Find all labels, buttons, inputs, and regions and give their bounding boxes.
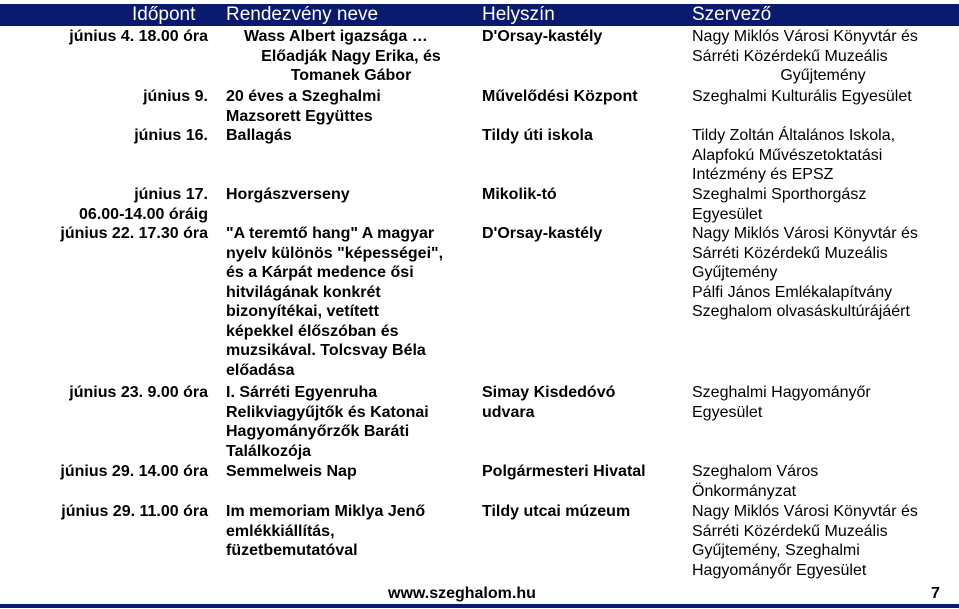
cell-line: Tomanek Gábor	[290, 67, 412, 84]
cell-organizer	[692, 27, 954, 86]
cell-line: Hagyományőrzők Baráti	[226, 423, 410, 440]
cell-line: Mazsorett Együttes	[226, 107, 373, 125]
cell-place	[482, 383, 687, 422]
cell-event	[226, 87, 476, 126]
footer-url[interactable]: www.szeghalom.hu	[388, 585, 536, 602]
cell-line: Semmelweis Nap	[226, 463, 357, 480]
cell-line: hitvilágának konkrét	[226, 283, 381, 301]
cell-line: nyelv különös "képességei",	[226, 244, 444, 262]
cell-time	[8, 383, 208, 403]
cell-organizer	[692, 185, 954, 224]
cell-line: június 9.	[143, 88, 208, 105]
cell-line: bizonyítékai, vetített	[226, 303, 379, 320]
cell-line: Horgászverseny	[226, 186, 350, 203]
cell-line: Gyűjtemény, Szeghalmi	[692, 542, 860, 559]
cell-line: Egyesület	[692, 205, 763, 223]
cell-line: június 17.	[134, 186, 208, 203]
cell-line: Tildy utcai múzeum	[482, 503, 631, 520]
cell-line: Gyűjtemény	[692, 264, 778, 281]
cell-time	[8, 502, 208, 522]
cell-line: Nagy Miklós Városi Könyvtár és	[692, 503, 918, 520]
cell-time	[8, 224, 208, 244]
cell-time	[8, 126, 208, 146]
table-header	[0, 4, 959, 26]
cell-event	[226, 383, 476, 461]
cell-line: füzetbemutatóval	[226, 542, 358, 559]
cell-line: Im memoriam Miklya Jenő	[226, 503, 426, 520]
cell-line: június 4. 18.00 óra	[69, 28, 208, 45]
cell-line: emlékkiállítás,	[226, 522, 335, 540]
cell-line: Sárréti Közérdekű Muzeális	[692, 522, 888, 540]
cell-line: Sárréti Közérdekű Muzeális	[692, 244, 888, 262]
header-event: Rendezvény neve	[226, 4, 379, 25]
cell-line: Szeghalmi Hagyományőr	[692, 384, 871, 401]
cell-line: Önkormányzat	[692, 482, 797, 500]
cell-line: Művelődési Központ	[482, 88, 638, 105]
cell-line: Nagy Miklós Városi Könyvtár és	[692, 28, 918, 45]
cell-line: Gyűjtemény	[780, 67, 866, 84]
cell-line: Szeghalom olvasáskultúrájáért	[692, 303, 910, 320]
cell-line: Találkozója	[226, 442, 312, 460]
cell-line: muzsikával. Tolcsvay Béla	[226, 342, 426, 359]
cell-line: udvara	[482, 403, 535, 421]
cell-time	[8, 27, 208, 47]
cell-line: Hagyományőr Egyesület	[692, 561, 867, 579]
cell-line: D'Orsay-kastély	[482, 28, 603, 45]
cell-organizer	[692, 224, 954, 322]
cell-line: képekkel élőszóban és	[226, 322, 399, 340]
cell-line: "A teremtő hang" A magyar	[226, 225, 435, 242]
cell-event	[226, 27, 476, 86]
cell-line: Tildy úti iskola	[482, 127, 593, 144]
cell-line: Szeghalom Város	[692, 463, 819, 480]
cell-line: Tildy Zoltán Általános Iskola,	[692, 127, 896, 144]
cell-line: Relikviagyűjtők és Katonai	[226, 403, 429, 421]
cell-organizer	[692, 462, 954, 501]
cell-organizer	[692, 383, 954, 422]
cell-place	[482, 502, 687, 522]
cell-line: június 16.	[134, 127, 208, 144]
cell-place	[482, 224, 687, 244]
cell-line: 06.00-14.00 óráig	[79, 205, 208, 223]
cell-line: Mikolik-tó	[482, 186, 557, 203]
cell-line: Sárréti Közérdekű Muzeális	[692, 47, 888, 65]
cell-line: Alapfokú Művészetoktatási	[692, 146, 883, 164]
cell-line: Polgármesteri Hivatal	[482, 463, 646, 480]
cell-line: Egyesület	[692, 403, 763, 421]
cell-line: Wass Albert igazsága …	[244, 28, 428, 45]
cell-organizer	[692, 126, 954, 185]
cell-line: június 29. 11.00 óra	[61, 503, 208, 520]
cell-line: Intézmény és EPSZ	[692, 166, 834, 183]
footer-bar	[0, 604, 959, 608]
cell-line: 20 éves a Szeghalmi	[226, 88, 381, 105]
cell-place	[482, 87, 687, 107]
header-place: Helyszín	[482, 4, 555, 25]
cell-event	[226, 126, 476, 146]
cell-organizer	[692, 502, 954, 580]
cell-line: június 22. 17.30 óra	[60, 225, 208, 242]
page-number: 7	[931, 585, 940, 602]
cell-line: június 29. 14.00 óra	[60, 463, 208, 480]
cell-place	[482, 27, 687, 47]
cell-event	[226, 462, 476, 482]
cell-line: Előadják Nagy Erika, és	[261, 47, 441, 65]
cell-line: előadása	[226, 361, 295, 379]
cell-time	[8, 185, 208, 224]
cell-place	[482, 126, 687, 146]
cell-time	[8, 462, 208, 482]
cell-place	[482, 462, 687, 482]
cell-line: június 23. 9.00 óra	[69, 384, 208, 401]
cell-line: és a Kárpát medence ősi	[226, 264, 414, 281]
header-organizer: Szervező	[692, 4, 772, 25]
cell-organizer	[692, 87, 954, 107]
cell-line: Ballagás	[226, 127, 292, 144]
cell-place	[482, 185, 687, 205]
cell-line: Pálfi János Emlékalapítvány	[692, 283, 893, 301]
cell-line: D'Orsay-kastély	[482, 225, 603, 242]
cell-event	[226, 224, 476, 380]
cell-event	[226, 185, 476, 205]
cell-line: Szeghalmi Kulturális Egyesület	[692, 88, 912, 105]
cell-line: Szeghalmi Sporthorgász	[692, 186, 867, 203]
cell-line: Nagy Miklós Városi Könyvtár és	[692, 225, 918, 242]
cell-time	[8, 87, 208, 107]
cell-line: Simay Kisdedóvó	[482, 384, 616, 401]
cell-event	[226, 502, 476, 561]
cell-line: I. Sárréti Egyenruha	[226, 384, 378, 401]
header-time: Időpont	[132, 4, 196, 25]
